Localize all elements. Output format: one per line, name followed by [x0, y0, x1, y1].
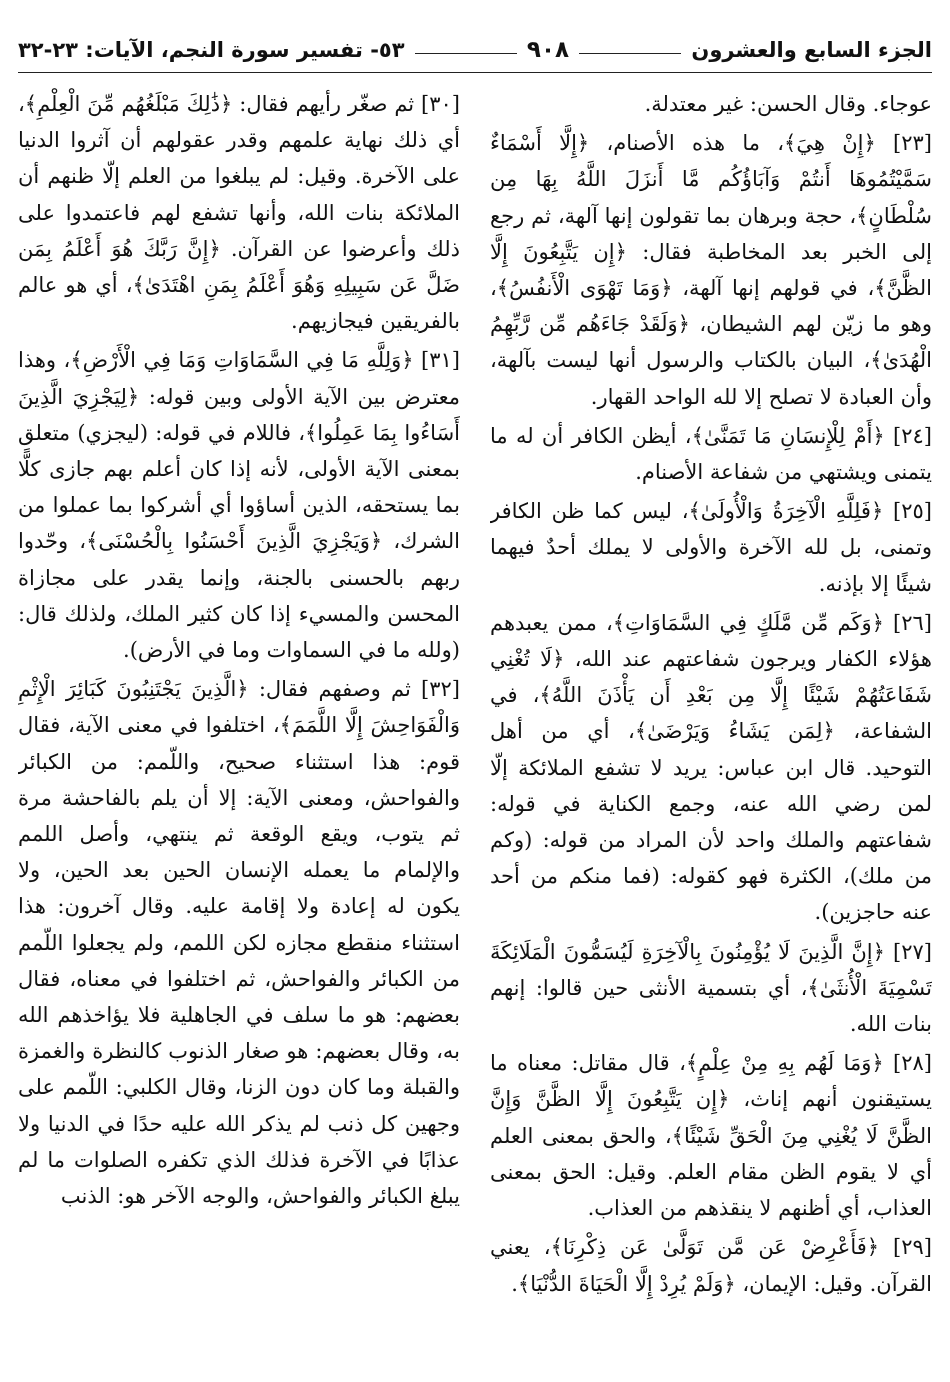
page-header [18, 28, 932, 72]
page-number: ٩٠٨ [526, 37, 570, 63]
right-column [490, 86, 932, 1376]
header-divider [18, 72, 932, 73]
header-rule-left [415, 53, 517, 54]
paragraph: [٢٩] ﴿فَأَعْرِضْ عَن مَّن تَوَلَّىٰ عَن ذِكْرِنَا﴾، يعني القرآن. وقيل: الإيمان، ﴿وَلَمْ يُرِدْ إِلَّا الْحَيَاةَ الدُّنْيَا﴾. [490, 1235, 932, 1296]
paragraph: [٢٣] ﴿إِنْ هِيَ﴾، ما هذه الأصنام، ﴿إِلَّا أَسْمَاءٌ سَمَّيْتُمُوهَا أَنتُمْ وَآبَاؤُكُم مَّا أَنزَلَ اللَّهُ بِهَا مِن سُلْطَانٍ﴾، حجة وبرهان بما تقولون إنها آلهة، ثم رجع إلى الخبر بعد المخاطبة فقال: ﴿إِن يَتَّبِعُونَ إِلَّا الظَّنَّ﴾، في قولهم إنها آلهة، ﴿وَمَا تَهْوَى الْأَنفُسُ﴾، وهو ما زيّن لهم الشيطان، ﴿وَلَقَدْ جَاءَهُم مِّن رَّبِّهِمُ الْهُدَىٰ﴾، البيان بالكتاب والرسول أنها ليست بآلهة، وأن العبادة لا تصلح إلا لله الواحد القهار. [490, 131, 932, 409]
paragraph: [٣١] ﴿وَلِلَّهِ مَا فِي السَّمَاوَاتِ وَمَا فِي الْأَرْضِ﴾، وهذا معترض بين الآية الأولى وبين قوله: ﴿لِيَجْزِيَ الَّذِينَ أَسَاءُوا بِمَا عَمِلُوا﴾، فاللام في قوله: (ليجزي) متعلق بمعنى الآية الأولى، لأنه إذا كان أعلم بهم جازى كلًّا بما يستحقه، الذين أساؤوا أي أشركوا بما عملوا من الشرك، ﴿وَيَجْزِيَ الَّذِينَ أَحْسَنُوا بِالْحُسْنَى﴾، وحّدوا ربهم بالحسنى بالجنة، وإنما يقدر على مجازاة المحسن والمسيء إذا كان كثير الملك، ولذلك قال: (ولله ما في السماوات وما في الأرض). [18, 348, 460, 663]
surah-title: ٥٣- تفسير سورة النجم، الآيات: ٢٣-٣٢ [17, 38, 405, 62]
paragraph: عوجاء. وقال الحسن: غير معتدلة. [644, 92, 932, 116]
paragraph: [٢٤] ﴿أَمْ لِلْإِنسَانِ مَا تَمَنَّىٰ﴾، أيظن الكافر أن له ما يتمنى ويشتهي من شفاعة الأصنام. [490, 423, 932, 485]
header-rule-right [579, 53, 681, 54]
paragraph: [٢٧] ﴿إِنَّ الَّذِينَ لَا يُؤْمِنُونَ بِالْآخِرَةِ لَيُسَمُّونَ الْمَلَائِكَةَ تَسْمِيَةَ الْأُنثَىٰ﴾، أي بتسمية الأنثى حين قالوا: إنهم بنات الله. [490, 939, 932, 1037]
paragraph: [٢٦] ﴿وَكَم مِّن مَّلَكٍ فِي السَّمَاوَاتِ﴾، ممن يعبدهم هؤلاء الكفار ويرجون شفاعتهم عند الله، ﴿لَا تُغْنِي شَفَاعَتُهُمْ شَيْئًا إِلَّا مِن بَعْدِ أَن يَأْذَنَ اللَّهُ﴾، في الشفاعة، ﴿لِمَن يَشَاءُ وَيَرْضَىٰ﴾، أي من أهل التوحيد. قال ابن عباس: يريد لا تشفع الملائكة إلّا لمن رضي الله عنه، وجمع الكناية في قوله: شفاعتهم والملك واحد لأن المراد من قوله: (وكم من ملك)، الكثرة فهو كقوله: (فما منكم من أحد عنه حاجزين). [490, 610, 932, 925]
paragraph: [٢٨] ﴿وَمَا لَهُم بِهِ مِنْ عِلْمٍ﴾، قال مقاتل: معناه ما يستيقنون أنهم إناث، ﴿إِن يَتَّبِعُونَ إِلَّا الظَّنَّ وَإِنَّ الظَّنَّ لَا يُغْنِي مِنَ الْحَقِّ شَيْئًا﴾، والحق بمعنى العلم أي لا يقوم الظن مقام العلم. وقيل: الحق بمعنى العذاب، أي أظنهم لا ينقذهم من العذاب. [490, 1051, 932, 1221]
paragraph: [٣٠] ثم صغّر رأيهم فقال: ﴿ذَٰلِكَ مَبْلَغُهُم مِّنَ الْعِلْمِ﴾، أي ذلك نهاية علمهم وقدر عقولهم أن آثروا الدنيا على الآخرة. وقيل: لم يبلغوا من العلم إلّا ظنهم أن الملائكة بنات الله، وأنها تشفع لهم فاعتمدوا على ذلك وأعرضوا عن القرآن. ﴿إِنَّ رَبَّكَ هُوَ أَعْلَمُ بِمَن ضَلَّ عَن سَبِيلِهِ وَهُوَ أَعْلَمُ بِمَنِ اهْتَدَىٰ﴾، أي هو عالم بالفريقين فيجازيهم. [18, 92, 460, 334]
part-title: الجزء السابع والعشرون [691, 38, 932, 62]
paragraph: [٢٥] ﴿فَلِلَّهِ الْآخِرَةُ وَالْأُولَىٰ﴾، ليس كما ظن الكافر وتمنى، بل لله الآخرة والأولى لا يملك أحدٌ فيهما شيئًا إلا بإذنه. [490, 499, 932, 596]
left-column [18, 86, 460, 1376]
paragraph: [٣٢] ثم وصفهم فقال: ﴿الَّذِينَ يَجْتَنِبُونَ كَبَائِرَ الْإِثْمِ وَالْفَوَاحِشَ إِلَّا اللَّمَمَ﴾، اختلفوا في معنى الآية، فقال قوم: هذا استثناء صحيح، واللّمم: من الكبائر والفواحش، ومعنى الآية: إلا أن يلم بالفاحشة مرة ثم يتوب، ويقع الوقعة ثم ينتهي، وأصل اللمم والإلمام ما يعمله الإنسان الحين بعد الحين، ولا يكون له إعادة ولا إقامة عليه. وقال آخرون: هذا استثناء منقطع مجازه لكن اللمم، ولم يجعلوا اللّمم من الكبائر والفواحش، ثم اختلفوا في معناه، فقال بعضهم: هو ما سلف في الجاهلية فلا يؤاخذهم الله به، وقال بعضهم: هو صغار الذنوب كالنظرة والغمزة والقبلة وما كان دون الزنا، وقال الكلبي: اللّمم على وجهين كل ذنب لم يذكر الله عليه حدًا في الدنيا ولا عذابًا في الآخرة فذلك الذي تكفره الصلوات ما لم يبلغ الكبائر والفواحش، والوجه الآخر هو: الذنب [18, 677, 460, 1209]
